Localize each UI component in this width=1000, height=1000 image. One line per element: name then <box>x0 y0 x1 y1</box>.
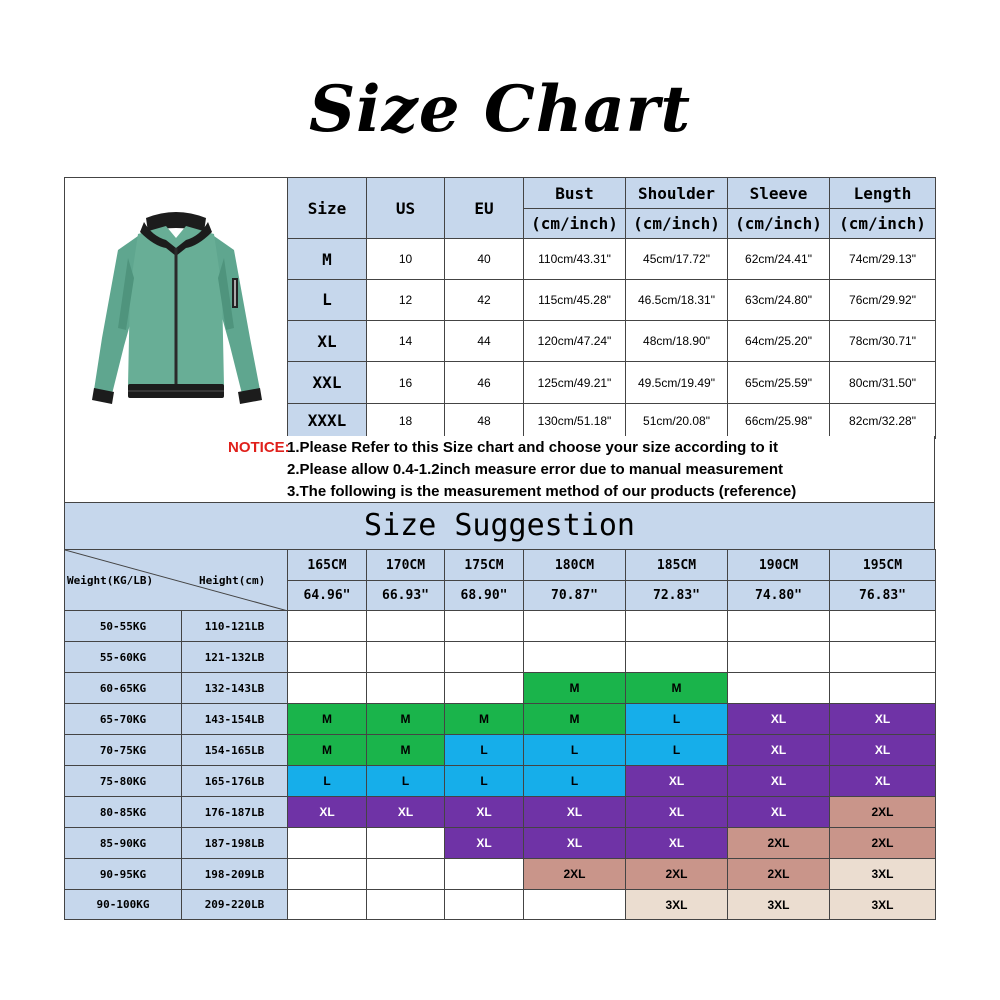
suggested-size-cell: XL <box>728 704 830 735</box>
suggested-size-cell <box>367 611 445 642</box>
suggested-size-cell <box>367 859 445 890</box>
length-cell: 78cm/30.71" <box>830 321 936 362</box>
suggested-size-cell: L <box>626 704 728 735</box>
weight-kg-cell: 60-65KG <box>65 673 182 704</box>
suggested-size-cell: XL <box>728 735 830 766</box>
size-cell: XL <box>288 321 367 362</box>
height-cm-header: 175CM <box>445 550 524 581</box>
weight-kg-cell: 50-55KG <box>65 611 182 642</box>
suggested-size-cell <box>524 642 626 673</box>
suggested-size-cell: XL <box>830 735 936 766</box>
length-cell: 74cm/29.13" <box>830 239 936 279</box>
suggested-size-cell: M <box>445 704 524 735</box>
weight-kg-cell: 70-75KG <box>65 735 182 766</box>
us-cell: 14 <box>367 321 445 362</box>
bust-unit: (cm/inch) <box>524 209 626 239</box>
suggested-size-cell: XL <box>445 797 524 828</box>
suggested-size-cell: M <box>626 673 728 704</box>
height-inch-header: 68.90" <box>445 581 524 611</box>
weight-lb-cell: 198-209LB <box>182 859 288 890</box>
suggested-size-cell: 3XL <box>830 859 936 890</box>
shoulder-cell: 48cm/18.90" <box>626 321 728 362</box>
us-header: US <box>367 178 445 239</box>
suggested-size-cell <box>367 642 445 673</box>
bust-cell: 130cm/51.18" <box>524 403 626 438</box>
shoulder-cell: 46.5cm/18.31" <box>626 279 728 320</box>
bust-cell: 120cm/47.24" <box>524 321 626 362</box>
height-label: Height(cm) <box>199 574 266 587</box>
bust-cell: 125cm/49.21" <box>524 362 626 403</box>
suggested-size-cell <box>288 673 367 704</box>
suggested-size-cell: XL <box>445 828 524 859</box>
weight-lb-cell: 187-198LB <box>182 828 288 859</box>
suggested-size-cell <box>524 611 626 642</box>
suggested-size-cell: L <box>288 766 367 797</box>
suggested-size-cell <box>830 673 936 704</box>
bust-cell: 110cm/43.31" <box>524 239 626 279</box>
size-cell: XXL <box>288 362 367 403</box>
suggested-size-cell: M <box>367 735 445 766</box>
length-cell: 80cm/31.50" <box>830 362 936 403</box>
suggested-size-cell <box>445 673 524 704</box>
sleeve-cell: 62cm/24.41" <box>728 239 830 279</box>
suggested-size-cell: 2XL <box>830 828 936 859</box>
suggested-size-cell: XL <box>524 828 626 859</box>
suggested-size-cell: 2XL <box>626 859 728 890</box>
sleeve-header: Sleeve <box>728 178 830 209</box>
weight-lb-cell: 176-187LB <box>182 797 288 828</box>
us-cell: 10 <box>367 239 445 279</box>
suggested-size-cell: XL <box>830 704 936 735</box>
suggested-size-cell <box>367 890 445 920</box>
height-inch-header: 72.83" <box>626 581 728 611</box>
suggested-size-cell: XL <box>830 766 936 797</box>
weight-lb-cell: 154-165LB <box>182 735 288 766</box>
notice-line-3: 3.The following is the measurement method of our products (reference) <box>287 483 797 500</box>
suggestion-row <box>65 611 936 642</box>
corner-header <box>65 550 288 611</box>
weight-lb-cell: 165-176LB <box>182 766 288 797</box>
bust-cell: 115cm/45.28" <box>524 279 626 320</box>
suggested-size-cell: XL <box>367 797 445 828</box>
suggested-size-cell <box>288 611 367 642</box>
suggested-size-cell <box>830 611 936 642</box>
suggested-size-cell <box>728 642 830 673</box>
suggested-size-cell: XL <box>626 797 728 828</box>
suggested-size-cell: L <box>524 766 626 797</box>
size-chart-table <box>64 177 936 439</box>
weight-lb-cell: 121-132LB <box>182 642 288 673</box>
suggested-size-cell: 2XL <box>728 859 830 890</box>
us-cell: 16 <box>367 362 445 403</box>
height-inch-header: 74.80" <box>728 581 830 611</box>
suggested-size-cell: L <box>626 735 728 766</box>
length-cell: 82cm/32.28" <box>830 403 936 438</box>
shoulder-cell: 49.5cm/19.49" <box>626 362 728 403</box>
height-inch-header: 64.96" <box>288 581 367 611</box>
length-unit: (cm/inch) <box>830 209 936 239</box>
sleeve-cell: 64cm/25.20" <box>728 321 830 362</box>
suggestion-row <box>65 797 936 828</box>
suggested-size-cell: L <box>367 766 445 797</box>
suggested-size-cell <box>728 673 830 704</box>
height-inch-header: 66.93" <box>367 581 445 611</box>
weight-kg-cell: 55-60KG <box>65 642 182 673</box>
shoulder-unit: (cm/inch) <box>626 209 728 239</box>
suggested-size-cell: XL <box>524 797 626 828</box>
suggested-size-cell: M <box>524 704 626 735</box>
sleeve-cell: 65cm/25.59" <box>728 362 830 403</box>
suggested-size-cell <box>288 859 367 890</box>
suggested-size-cell: XL <box>728 766 830 797</box>
suggested-size-cell: 3XL <box>626 890 728 920</box>
eu-cell: 44 <box>445 321 524 362</box>
suggested-size-cell <box>288 890 367 920</box>
suggested-size-cell <box>728 611 830 642</box>
weight-kg-cell: 90-95KG <box>65 859 182 890</box>
suggestion-row <box>65 704 936 735</box>
sleeve-cell: 66cm/25.98" <box>728 403 830 438</box>
weight-lb-cell: 209-220LB <box>182 890 288 920</box>
weight-kg-cell: 65-70KG <box>65 704 182 735</box>
shoulder-header: Shoulder <box>626 178 728 209</box>
notice-line-2: 2.Please allow 0.4-1.2inch measure error due to manual measurement <box>287 461 784 478</box>
suggested-size-cell: L <box>524 735 626 766</box>
shoulder-cell: 51cm/20.08" <box>626 403 728 438</box>
suggestion-row <box>65 828 936 859</box>
suggestion-row <box>65 642 936 673</box>
weight-kg-cell: 85-90KG <box>65 828 182 859</box>
height-inch-header: 70.87" <box>524 581 626 611</box>
suggested-size-cell <box>367 828 445 859</box>
notice-label: NOTICE: <box>228 439 290 456</box>
suggested-size-cell: XL <box>626 828 728 859</box>
height-cm-header: 185CM <box>626 550 728 581</box>
suggested-size-cell: L <box>445 766 524 797</box>
suggested-size-cell: XL <box>728 797 830 828</box>
eu-cell: 46 <box>445 362 524 403</box>
sleeve-unit: (cm/inch) <box>728 209 830 239</box>
suggested-size-cell: M <box>288 735 367 766</box>
height-cm-header: 165CM <box>288 550 367 581</box>
weight-lb-cell: 110-121LB <box>182 611 288 642</box>
page-title: Size Chart <box>308 72 692 147</box>
suggestion-row <box>65 673 936 704</box>
size-cell: XXXL <box>288 403 367 438</box>
jacket-image <box>65 178 288 439</box>
suggested-size-cell <box>626 642 728 673</box>
suggested-size-cell: 2XL <box>830 797 936 828</box>
size-cell: L <box>288 279 367 320</box>
length-cell: 76cm/29.92" <box>830 279 936 320</box>
suggested-size-cell <box>524 890 626 920</box>
suggested-size-cell: XL <box>626 766 728 797</box>
suggested-size-cell: 3XL <box>830 890 936 920</box>
suggested-size-cell <box>445 890 524 920</box>
suggested-size-cell: M <box>524 673 626 704</box>
eu-header: EU <box>445 178 524 239</box>
suggested-size-cell: M <box>288 704 367 735</box>
suggested-size-cell <box>288 642 367 673</box>
height-cm-header: 190CM <box>728 550 830 581</box>
shoulder-cell: 45cm/17.72" <box>626 239 728 279</box>
suggestion-row <box>65 890 936 920</box>
sleeve-cell: 63cm/24.80" <box>728 279 830 320</box>
suggested-size-cell <box>445 611 524 642</box>
eu-cell: 48 <box>445 403 524 438</box>
length-header: Length <box>830 178 936 209</box>
suggestion-row <box>65 735 936 766</box>
height-cm-header: 195CM <box>830 550 936 581</box>
suggested-size-cell <box>830 642 936 673</box>
suggested-size-cell: L <box>445 735 524 766</box>
height-cm-header: 180CM <box>524 550 626 581</box>
us-cell: 12 <box>367 279 445 320</box>
suggested-size-cell <box>626 611 728 642</box>
eu-cell: 42 <box>445 279 524 320</box>
us-cell: 18 <box>367 403 445 438</box>
weight-lb-cell: 132-143LB <box>182 673 288 704</box>
notice-box <box>64 436 935 503</box>
suggested-size-cell <box>445 859 524 890</box>
weight-label: Weight(KG/LB) <box>67 574 154 587</box>
suggested-size-cell: 3XL <box>728 890 830 920</box>
bust-header: Bust <box>524 178 626 209</box>
suggested-size-cell <box>367 673 445 704</box>
size-suggestion-title: Size Suggestion <box>64 503 935 550</box>
weight-kg-cell: 75-80KG <box>65 766 182 797</box>
suggested-size-cell <box>288 828 367 859</box>
eu-cell: 40 <box>445 239 524 279</box>
size-header: Size <box>288 178 367 239</box>
suggestion-row <box>65 766 936 797</box>
weight-lb-cell: 143-154LB <box>182 704 288 735</box>
height-cm-header: 170CM <box>367 550 445 581</box>
size-cell: M <box>288 239 367 279</box>
notice-line-1: 1.Please Refer to this Size chart and choose your size according to it <box>287 439 778 456</box>
height-inch-header: 76.83" <box>830 581 936 611</box>
size-suggestion-table <box>64 549 936 920</box>
suggested-size-cell <box>445 642 524 673</box>
suggested-size-cell: XL <box>288 797 367 828</box>
suggested-size-cell: 2XL <box>524 859 626 890</box>
weight-kg-cell: 80-85KG <box>65 797 182 828</box>
weight-kg-cell: 90-100KG <box>65 890 182 920</box>
suggestion-row <box>65 859 936 890</box>
suggested-size-cell: 2XL <box>728 828 830 859</box>
suggested-size-cell: M <box>367 704 445 735</box>
